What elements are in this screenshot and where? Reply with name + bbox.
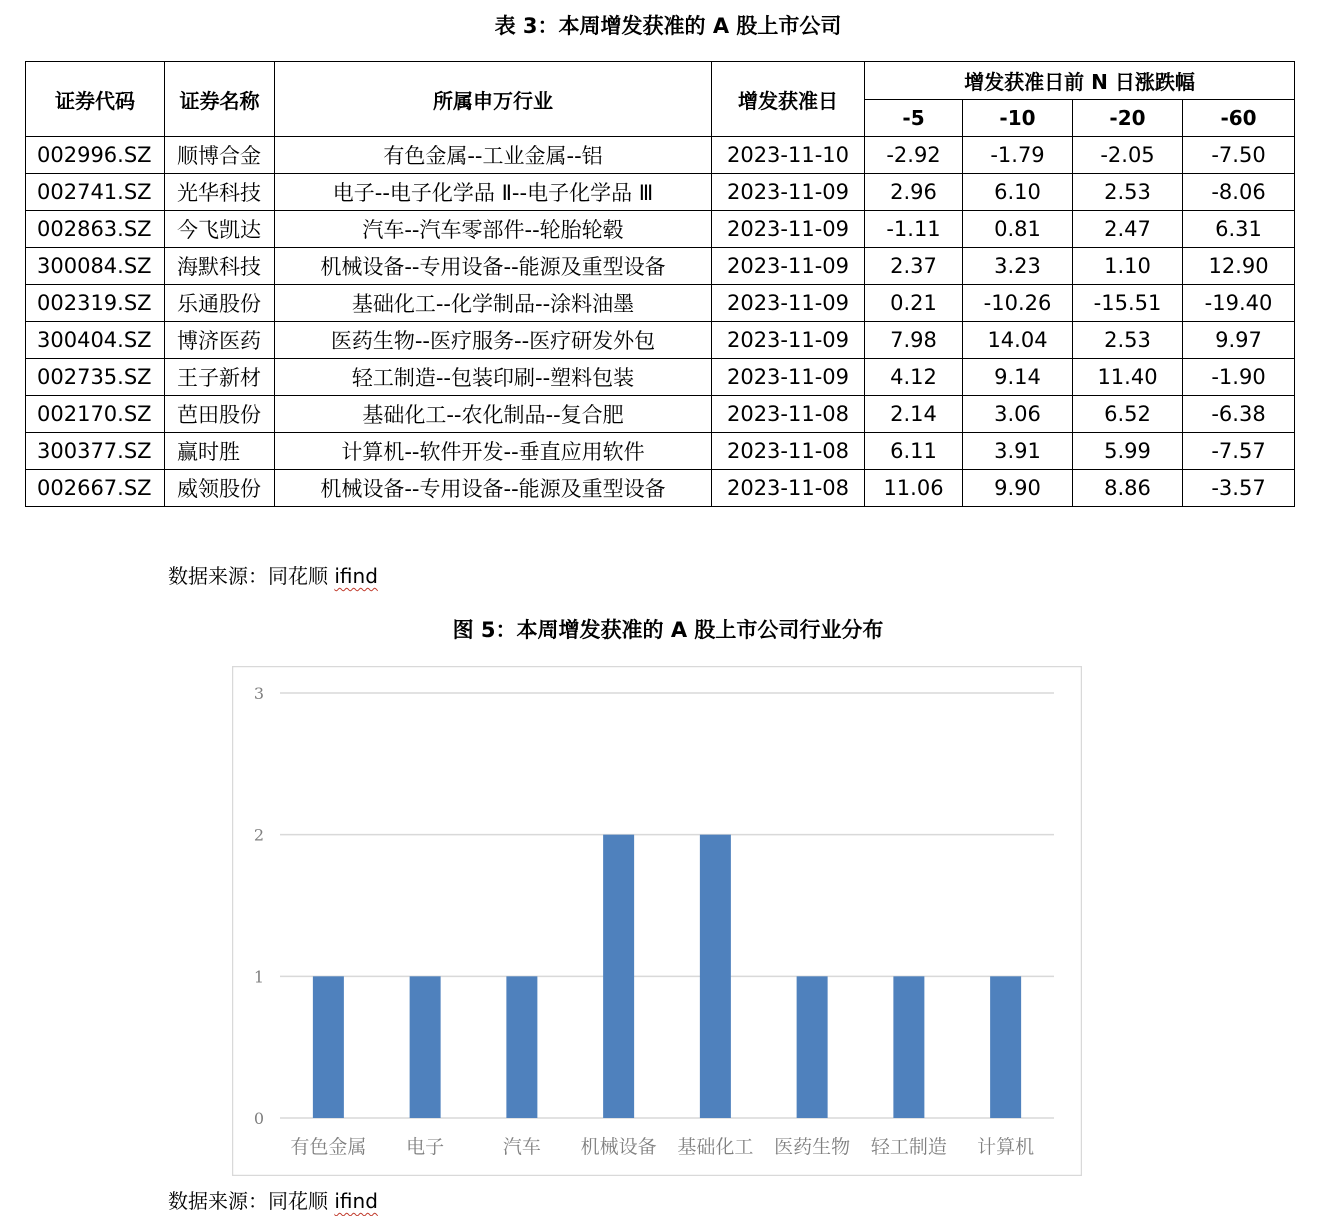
cell-change-5: 6.11: [865, 433, 963, 470]
cell-change-20: 2.47: [1073, 211, 1183, 248]
cell-change-60: -7.57: [1183, 433, 1295, 470]
cell-change-10: 14.04: [963, 322, 1073, 359]
cell-date: 2023-11-09: [712, 359, 865, 396]
table-row: [26, 359, 1295, 396]
cell-date: 2023-11-10: [712, 137, 865, 174]
cell-change-60: -1.90: [1183, 359, 1295, 396]
cell-date: 2023-11-08: [712, 396, 865, 433]
cell-change-5: 2.37: [865, 248, 963, 285]
cell-code: 002667.SZ: [26, 470, 165, 507]
cell-date: 2023-11-08: [712, 470, 865, 507]
bar-6: [797, 976, 828, 1118]
chart-title: 图 5：本周增发获准的 A 股上市公司行业分布: [452, 618, 884, 642]
header-n20: -20: [1073, 100, 1183, 137]
bar-5: [700, 835, 731, 1118]
cell-industry: 医药生物--医疗服务--医疗研发外包: [275, 322, 712, 359]
header-n60: -60: [1183, 100, 1295, 137]
cell-code: 002319.SZ: [26, 285, 165, 322]
cell-date: 2023-11-09: [712, 322, 865, 359]
cell-change-60: -7.50: [1183, 137, 1295, 174]
cell-industry: 汽车--汽车零部件--轮胎轮毂: [275, 211, 712, 248]
table-row: [26, 396, 1295, 433]
cell-change-20: 2.53: [1073, 322, 1183, 359]
cell-name: 顺博合金: [165, 137, 275, 174]
cell-code: 002170.SZ: [26, 396, 165, 433]
data-source-note: [168, 1185, 378, 1214]
cell-change-10: 3.06: [963, 396, 1073, 433]
table-row: [26, 137, 1295, 174]
source-brand: ifind: [334, 1189, 378, 1213]
x-tick-label: 汽车: [502, 1136, 541, 1158]
cell-change-5: 7.98: [865, 322, 963, 359]
cell-change-20: 6.52: [1073, 396, 1183, 433]
cell-change-10: 9.90: [963, 470, 1073, 507]
header-n5: -5: [865, 100, 963, 137]
cell-change-20: 1.10: [1073, 248, 1183, 285]
cell-code: 002863.SZ: [26, 211, 165, 248]
cell-change-60: -3.57: [1183, 470, 1295, 507]
cell-industry: 机械设备--专用设备--能源及重型设备: [275, 470, 712, 507]
cell-code: 002996.SZ: [26, 137, 165, 174]
cell-industry: 有色金属--工业金属--铝: [275, 137, 712, 174]
cell-date: 2023-11-08: [712, 433, 865, 470]
table-row: [26, 211, 1295, 248]
table-row: [26, 285, 1295, 322]
source-prefix: 数据来源：同花顺: [168, 564, 335, 588]
cell-change-5: 11.06: [865, 470, 963, 507]
table-row: [26, 322, 1295, 359]
x-tick-label: 轻工制造: [870, 1136, 947, 1158]
cell-date: 2023-11-09: [712, 248, 865, 285]
cell-change-60: -19.40: [1183, 285, 1295, 322]
cell-change-20: 11.40: [1073, 359, 1183, 396]
cell-change-20: 8.86: [1073, 470, 1183, 507]
table-row: [26, 248, 1295, 285]
cell-change-20: 2.53: [1073, 174, 1183, 211]
cell-code: 300404.SZ: [26, 322, 165, 359]
cell-name: 今飞凯达: [165, 211, 275, 248]
bar-4: [603, 835, 634, 1118]
x-tick-label: 计算机: [977, 1136, 1035, 1158]
cell-change-10: 9.14: [963, 359, 1073, 396]
cell-industry: 电子--电子化学品 Ⅱ--电子化学品 Ⅲ: [275, 174, 712, 211]
cell-name: 博济医药: [165, 322, 275, 359]
header-name: 证券名称: [165, 62, 275, 137]
y-tick-label: 2: [253, 825, 265, 845]
y-tick-label: 0: [253, 1109, 265, 1128]
x-tick-label: 医药生物: [774, 1136, 851, 1158]
cell-industry: 计算机--软件开发--垂直应用软件: [275, 433, 712, 470]
x-tick-label: 有色金属: [290, 1136, 367, 1158]
cell-change-60: 9.97: [1183, 322, 1295, 359]
cell-name: 王子新材: [165, 359, 275, 396]
cell-change-10: 6.10: [963, 174, 1073, 211]
cell-change-10: 0.81: [963, 211, 1073, 248]
bar-3: [506, 976, 537, 1118]
cell-change-20: 5.99: [1073, 433, 1183, 470]
cell-change-20: -15.51: [1073, 285, 1183, 322]
cell-name: 芭田股份: [165, 396, 275, 433]
cell-change-10: -1.79: [963, 137, 1073, 174]
x-tick-label: 基础化工: [677, 1136, 754, 1158]
bar-7: [893, 976, 924, 1118]
cell-change-5: 4.12: [865, 359, 963, 396]
y-tick-label: 3: [253, 684, 265, 703]
cell-change-5: 2.14: [865, 396, 963, 433]
cell-name: 威领股份: [165, 470, 275, 507]
bar-1: [313, 976, 344, 1118]
cell-change-60: -8.06: [1183, 174, 1295, 211]
chart-frame: [233, 667, 1082, 1176]
cell-industry: 机械设备--专用设备--能源及重型设备: [275, 248, 712, 285]
bar-8: [990, 976, 1021, 1118]
header-code: 证券代码: [26, 62, 165, 137]
table-row: [26, 174, 1295, 211]
cell-change-5: 0.21: [865, 285, 963, 322]
header-industry: 所属申万行业: [275, 62, 712, 137]
cell-change-60: 6.31: [1183, 211, 1295, 248]
header-date: 增发获准日: [712, 62, 865, 137]
source-brand: ifind: [334, 564, 378, 588]
placement-table: [25, 61, 1295, 507]
cell-name: 光华科技: [165, 174, 275, 211]
cell-industry: 基础化工--农化制品--复合肥: [275, 396, 712, 433]
data-source-note: [168, 560, 378, 589]
cell-change-60: -6.38: [1183, 396, 1295, 433]
source-prefix: 数据来源：同花顺: [168, 1189, 335, 1213]
cell-change-5: -2.92: [865, 137, 963, 174]
bar-2: [410, 976, 441, 1118]
cell-change-10: 3.91: [963, 433, 1073, 470]
cell-name: 赢时胜: [165, 433, 275, 470]
x-tick-label: 电子: [406, 1136, 445, 1158]
header-n10: -10: [963, 100, 1073, 137]
cell-change-5: 2.96: [865, 174, 963, 211]
cell-code: 002741.SZ: [26, 174, 165, 211]
cell-industry: 基础化工--化学制品--涂料油墨: [275, 285, 712, 322]
cell-change-10: -10.26: [963, 285, 1073, 322]
cell-date: 2023-11-09: [712, 174, 865, 211]
cell-code: 300084.SZ: [26, 248, 165, 285]
cell-change-60: 12.90: [1183, 248, 1295, 285]
cell-code: 300377.SZ: [26, 433, 165, 470]
cell-industry: 轻工制造--包装印刷--塑料包装: [275, 359, 712, 396]
x-tick-label: 机械设备: [580, 1136, 657, 1158]
cell-date: 2023-11-09: [712, 211, 865, 248]
header-change-group: 增发获准日前 N 日涨跌幅: [865, 62, 1295, 100]
cell-name: 乐通股份: [165, 285, 275, 322]
cell-change-20: -2.05: [1073, 137, 1183, 174]
table-row: [26, 470, 1295, 507]
industry-bar-chart: [232, 666, 1082, 1176]
cell-name: 海默科技: [165, 248, 275, 285]
cell-date: 2023-11-09: [712, 285, 865, 322]
cell-code: 002735.SZ: [26, 359, 165, 396]
table-title: 表 3：本周增发获准的 A 股上市公司: [494, 14, 842, 38]
cell-change-10: 3.23: [963, 248, 1073, 285]
table-row: [26, 433, 1295, 470]
y-tick-label: 1: [253, 967, 265, 987]
cell-change-5: -1.11: [865, 211, 963, 248]
